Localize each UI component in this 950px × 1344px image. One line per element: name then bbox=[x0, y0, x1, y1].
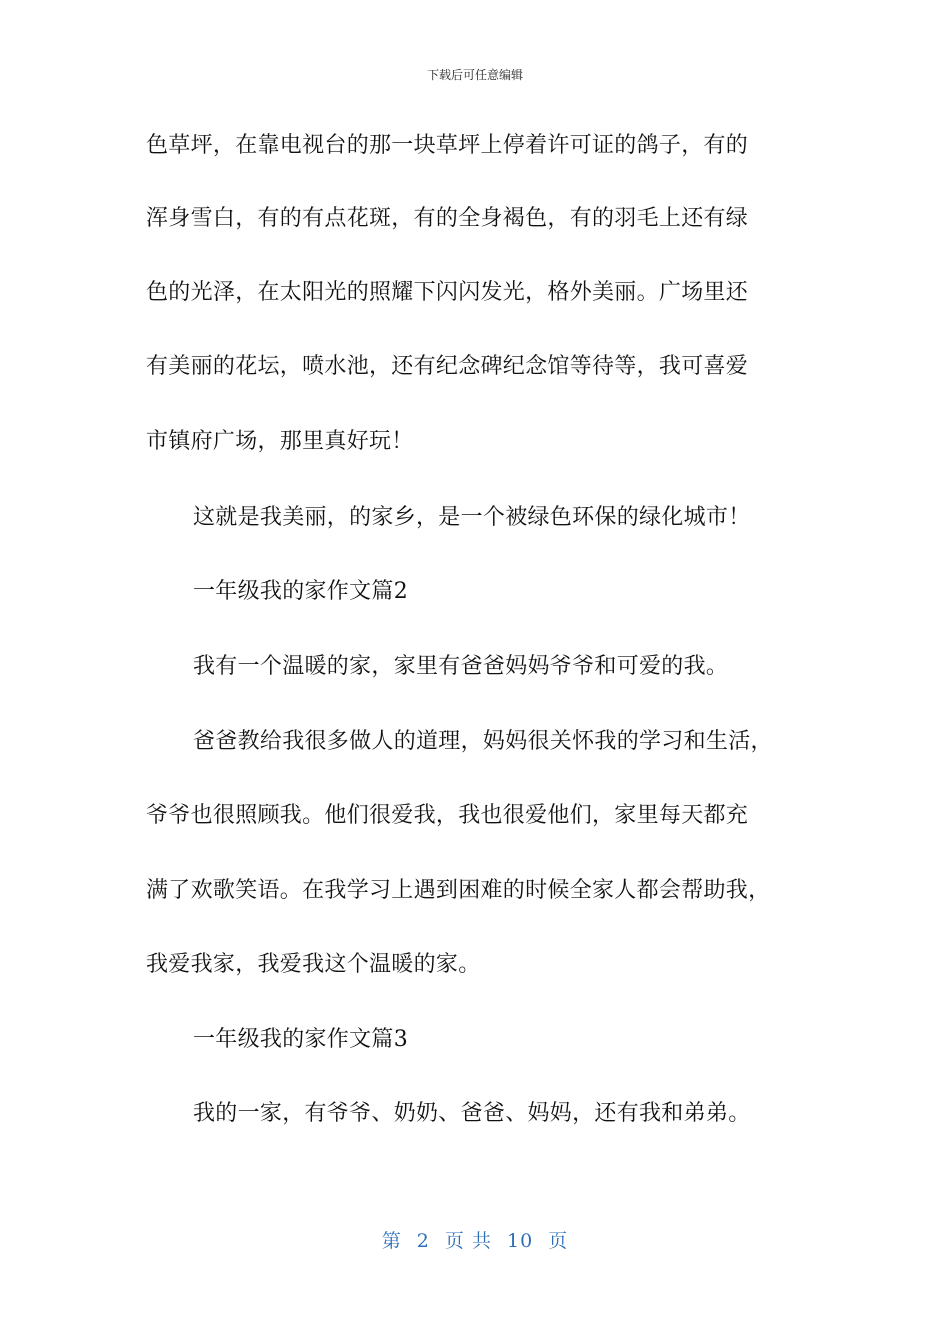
page-footer bbox=[0, 1226, 950, 1253]
body-line-6: 这就是我美丽，的家乡，是一个被绿色环保的绿化城市！ bbox=[193, 505, 751, 530]
body-line-9: 爸爸教给我很多做人的道理，妈妈很关怀我的学习和生活， bbox=[193, 729, 773, 754]
section-heading-3: 一年级我的家作文篇3 bbox=[193, 1027, 408, 1052]
body-line-3: 色的光泽，在太阳光的照耀下闪闪发光，格外美丽。广场里还 bbox=[146, 280, 749, 305]
body-line-2: 浑身雪白，有的有点花斑，有的全身褐色，有的羽毛上还有绿 bbox=[146, 206, 749, 231]
footer-prefix: 第 bbox=[381, 1230, 402, 1252]
footer-suffix: 页 bbox=[548, 1230, 569, 1252]
footer-middle: 页 共 bbox=[444, 1230, 492, 1252]
body-line-11: 满了欢歌笑语。在我学习上遇到困难的时候全家人都会帮助我， bbox=[146, 878, 771, 903]
footer-page-number: 2 bbox=[416, 1230, 430, 1252]
body-line-12: 我爱我家，我爱我这个温暖的家。 bbox=[146, 952, 481, 977]
body-line-1: 色草坪，在靠电视台的那一块草坪上停着许可证的鸽子，有的 bbox=[146, 133, 749, 158]
body-line-4: 有美丽的花坛，喷水池，还有纪念碑纪念馆等待等，我可喜爱 bbox=[146, 354, 749, 379]
body-line-14: 我的一家，有爷爷、奶奶、爸爸、妈妈，还有我和弟弟。 bbox=[193, 1101, 751, 1126]
section-heading-2: 一年级我的家作文篇2 bbox=[193, 579, 408, 604]
footer-total-pages: 10 bbox=[507, 1230, 534, 1252]
body-line-8: 我有一个温暖的家，家里有爸爸妈妈爷爷和可爱的我。 bbox=[193, 654, 729, 679]
body-line-10: 爷爷也很照顾我。他们很爱我，我也很爱他们，家里每天都充 bbox=[146, 803, 749, 828]
page-header: 下载后可任意编辑 bbox=[426, 68, 523, 82]
body-line-5: 市镇府广场，那里真好玩！ bbox=[146, 429, 414, 454]
